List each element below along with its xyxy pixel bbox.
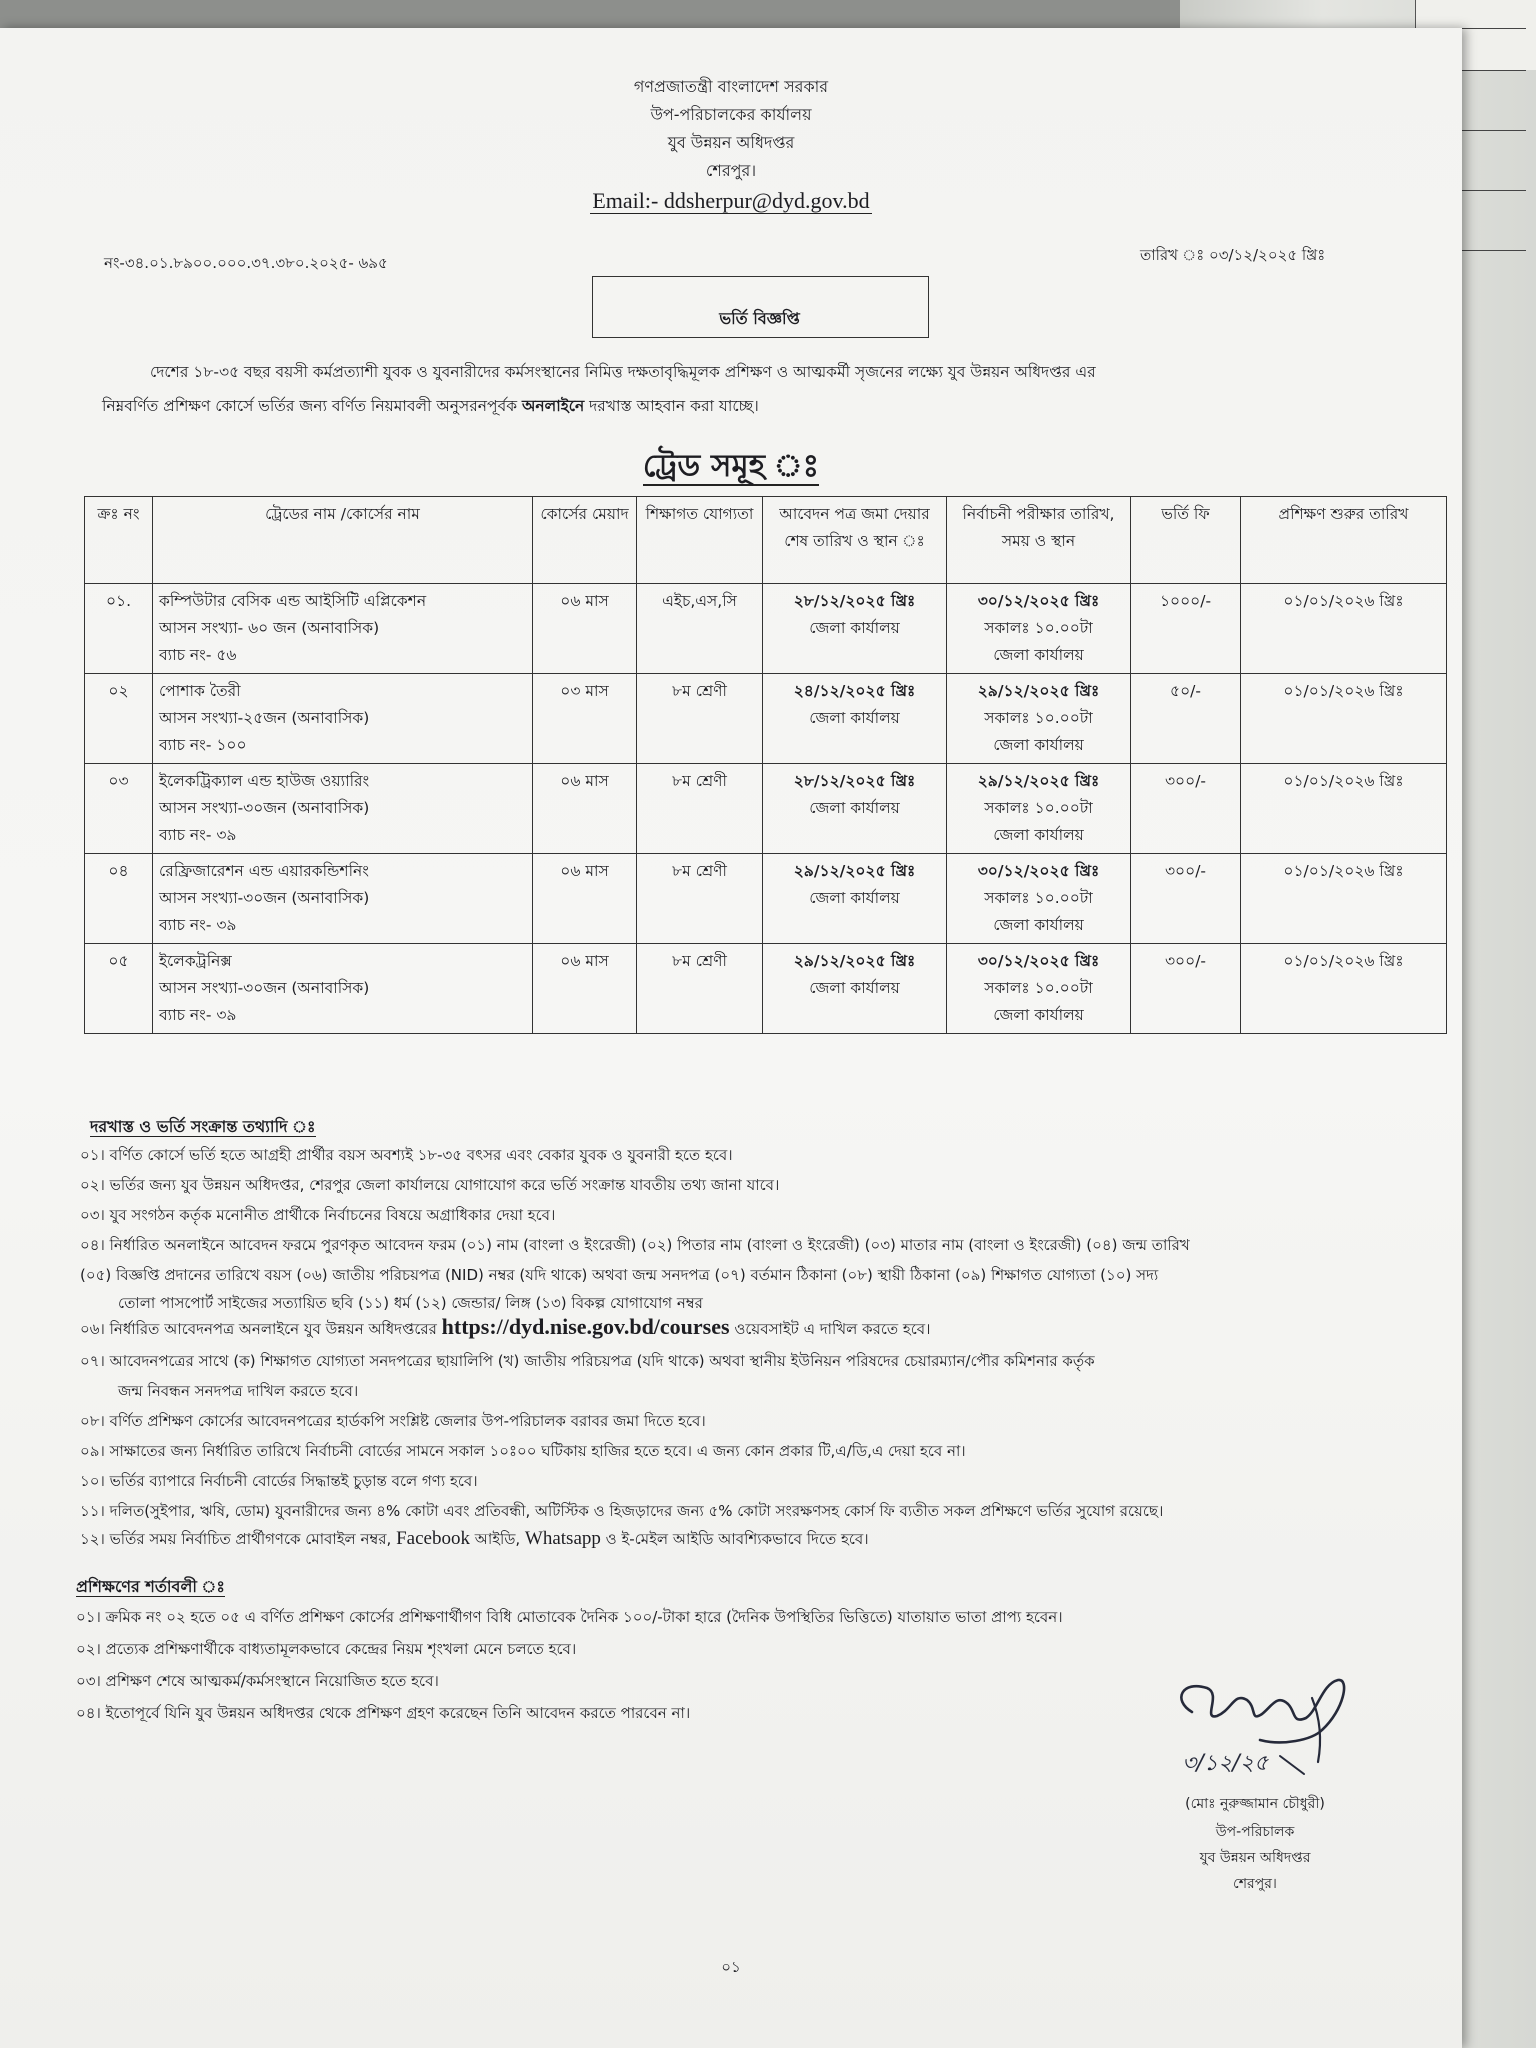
course-batch: ব্যাচ নং- ৫৬ — [159, 646, 237, 664]
cell-deadline — [763, 764, 947, 854]
cell-qualification: ৮ম শ্রেণী — [637, 764, 763, 854]
cell-duration: ০৬ মাস — [533, 944, 637, 1034]
course-batch: ব্যাচ নং- ৩৯ — [159, 916, 237, 934]
cell-exam — [947, 674, 1131, 764]
course-name: ইলেকট্রিক্যাল এন্ড হাউজ ওয়্যারিং — [159, 772, 370, 790]
page-number: ০১ — [721, 1958, 741, 1976]
info-section-title-row — [90, 1114, 316, 1141]
exam-time: সকালঃ ১০.০০টা — [984, 709, 1093, 727]
header-qualification: শিক্ষাগত যোগ্যতা — [637, 497, 763, 584]
info-item: ০৪। নির্ধারিত অনলাইনে আবেদন ফরমে পুরণকৃত আবেদন ফরম (০১) নাম (বাংলা ও ইংরেজী) (০২) পিতার নাম (বাংলা ও ইংরেজী) (০৩) মাতার নাম (বাংলা ও ইংরেজী) (০৪) জন্ম তারিখ — [80, 1236, 1190, 1254]
exam-date: ২৯/১২/২০২৫ খ্রিঃ — [977, 682, 1100, 700]
intro-online: অনলাইনে — [521, 397, 585, 415]
cell-course — [153, 674, 533, 764]
info-item-continued: তোলা পাসপোর্ট সাইজের সত্যায়িত ছবি (১১) ধর্ম (১২) জেন্ডার/ লিঙ্গ (১৩) বিকল্প যোগাযোগ নম্বর — [118, 1294, 703, 1312]
info-section-title: দরখাস্ত ও ভর্তি সংক্রান্ত তথ্যাদি ঃ — [90, 1117, 316, 1136]
trade-title-row — [0, 442, 1462, 494]
course-batch: ব্যাচ নং- ৩৯ — [159, 1006, 237, 1024]
info-text: আইডি, — [469, 1530, 525, 1548]
cell-deadline — [763, 674, 947, 764]
header-start: প্রশিক্ষণ শুরুর তারিখ — [1241, 497, 1447, 584]
cell-exam — [947, 764, 1131, 854]
info-text-end: ও ই-মেইল আইডি আবশ্যিকভাবে দিতে হবে। — [600, 1530, 869, 1548]
cell-serial: ০১. — [85, 584, 153, 674]
deadline-date: ২৯/১২/২০২৫ খ্রিঃ — [793, 952, 916, 970]
exam-place: জেলা কার্যালয় — [993, 916, 1084, 934]
notice-page — [0, 28, 1462, 2048]
info-text: ১২। ভর্তির সময় নির্বাচিত প্রার্থীগণকে মোবাইল নম্বর, — [80, 1530, 397, 1548]
table-row — [85, 764, 1447, 854]
header-serial: ক্রঃ নং — [85, 497, 153, 584]
trade-title: ট্রেড সমূহ ঃ — [642, 448, 820, 484]
cell-serial: ০৩ — [85, 764, 153, 854]
course-seats: আসন সংখ্যা-৩০জন (অনাবাসিক) — [159, 889, 370, 907]
notice-title: ভর্তি বিজ্ঞপ্তি — [719, 309, 800, 328]
deadline-place: জেলা কার্যালয় — [809, 799, 900, 817]
signatory-designation: উপ-পরিচালক — [1215, 1824, 1295, 1840]
info-text: ০৬। নির্ধারিত আবেদনপত্র অনলাইনে যুব উন্নয়ন অধিদপ্তরের — [80, 1320, 442, 1338]
header-email: Email:- ddsherpur@dyd.gov.bd — [592, 188, 870, 213]
header-district: শেরপুর। — [705, 161, 757, 180]
info-item-continued: জন্ম নিবন্ধন সনদপত্র দাখিল করতে হবে। — [118, 1382, 359, 1400]
cell-course — [153, 944, 533, 1034]
cell-deadline — [763, 944, 947, 1034]
info-item-continued: (০৫) বিজ্ঞপ্তি প্রদানের তারিখে বয়স (০৬) জাতীয় পরিচয়পত্র (NID) নম্বর (যদি থাকে) অথবা জন্ম সনদপত্র (০৭) বর্তমান ঠিকানা (০৮) স্থায়ী ঠিকানা (০৯) শিক্ষাগত যোগ্যতা (১০) সদ্য — [80, 1266, 1159, 1284]
cell-course — [153, 854, 533, 944]
info-item: ১১। দলিত(সুইপার, ঋষি, ডোম) যুবনারীদের জন্য ৪% কোটা এবং প্রতিবন্ধী, অটিস্টিক ও হিজড়াদের জন্য ৫% কোটা সংরক্ষণসহ কোর্স ফি ব্যতীত সকল প্রশিক্ষণে ভর্তির সুযোগ রয়েছে। — [80, 1502, 1164, 1520]
info-item: ০৩। যুব সংগঠন কর্তৃক মনোনীত প্রার্থীকে নির্বাচনের বিষয়ে অগ্রাধিকার দেয়া হবে। — [80, 1206, 556, 1224]
terms-item: ০৪। ইতোপূর্বে যিনি যুব উন্নয়ন অধিদপ্তর থেকে প্রশিক্ষণ গ্রহণ করেছেন তিনি আবেদন করতে পারবেন না। — [76, 1704, 691, 1722]
cell-fee: ৩০০/- — [1131, 854, 1241, 944]
table-header-row — [85, 497, 1447, 584]
course-name: ইলেকট্রনিক্স — [159, 952, 232, 970]
info-item: ১০। ভর্তির ব্যাপারে নির্বাচনী বোর্ডের সিদ্ধান্তই চুড়ান্ত বলে গণ্য হবে। — [80, 1472, 478, 1490]
header-office: উপ-পরিচালকের কার্যালয় — [650, 105, 812, 124]
terms-item: ০২। প্রত্যেক প্রশিক্ষণার্থীকে বাধ্যতামূলকভাবে কেন্দ্রের নিয়ম শৃংখলা মেনে চলতে হবে। — [76, 1640, 577, 1658]
table-row — [85, 854, 1447, 944]
exam-time: সকালঃ ১০.০০টা — [984, 799, 1093, 817]
cell-course — [153, 584, 533, 674]
header-email-row — [0, 188, 1462, 214]
intro-line-1: দেশের ১৮-৩৫ বছর বয়সী কর্মপ্রত্যাশী যুবক ও যুবনারীদের কর্মসংস্থানের নিমিত্ত দক্ষতাবৃদ্ধিমূলক প্রশিক্ষণ ও আত্মকর্মী সৃজনের লক্ষ্যে যুব উন্নয়ন অধিদপ্তর এর — [150, 363, 1096, 381]
cell-deadline — [763, 584, 947, 674]
table-row — [85, 584, 1447, 674]
exam-time: সকালঃ ১০.০০টা — [984, 979, 1093, 997]
header-government: গণপ্রজাতন্ত্রী বাংলাদেশ সরকার — [633, 77, 829, 96]
cell-duration: ০৩ মাস — [533, 674, 637, 764]
cell-duration: ০৬ মাস — [533, 764, 637, 854]
course-batch: ব্যাচ নং- ৩৯ — [159, 826, 237, 844]
terms-item: ০১। ক্রমিক নং ০২ হতে ০৫ এ বর্ণিত প্রশিক্ষণ কোর্সের প্রশিক্ষণার্থীগণ বিধি মোতাবেক দৈনিক ১০০/-টাকা হারে (দৈনিক উপস্থিতির ভিত্তিতে) যাতায়াত ভাতা প্রাপ্য হবেন। — [76, 1608, 1063, 1626]
cell-fee: ৩০০/- — [1131, 944, 1241, 1034]
info-item: ০১। বর্ণিত কোর্সে ভর্তি হতে আগ্রহী প্রার্থীর বয়স অবশ্যই ১৮-৩৫ বৎসর এবং বেকার যুবক ও যুবনারী হতে হবে। — [80, 1146, 733, 1164]
cell-qualification: ৮ম শ্রেণী — [637, 944, 763, 1034]
cell-exam — [947, 584, 1131, 674]
cell-serial: ০২ — [85, 674, 153, 764]
terms-item: ০৩। প্রশিক্ষণ শেষে আত্মকর্ম/কর্মসংস্থানে নিয়োজিত হতে হবে। — [76, 1672, 439, 1690]
exam-place: জেলা কার্যালয় — [993, 1006, 1084, 1024]
course-name: পোশাক তৈরী — [159, 682, 241, 700]
notice-date: তারিখ ঃ ০৩/১২/২০২৫ খ্রিঃ — [1140, 246, 1326, 264]
cell-exam — [947, 944, 1131, 1034]
course-batch: ব্যাচ নং- ১০০ — [159, 736, 247, 754]
deadline-date: ২৪/১২/২০২৫ খ্রিঃ — [793, 682, 916, 700]
facebook-text: Facebook — [396, 1528, 470, 1549]
header-name: ট্রেডের নাম /কোর্সের নাম — [153, 497, 533, 584]
signatory-office: যুব উন্নয়ন অধিদপ্তর — [1199, 1850, 1311, 1866]
cell-fee: ১০০০/- — [1131, 584, 1241, 674]
cell-start: ০১/০১/২০২৬ খ্রিঃ — [1241, 854, 1447, 944]
header-duration: কোর্সের মেয়াদ — [533, 497, 637, 584]
exam-place: জেলা কার্যালয় — [993, 646, 1084, 664]
table-row — [85, 944, 1447, 1034]
info-item — [80, 1528, 869, 1553]
header-exam: নির্বাচনী পরীক্ষার তারিখ, সময় ও স্থান — [947, 497, 1131, 584]
table-row — [85, 674, 1447, 764]
cell-exam — [947, 854, 1131, 944]
deadline-place: জেলা কার্যালয় — [809, 979, 900, 997]
cell-deadline — [763, 854, 947, 944]
deadline-date: ২৮/১২/২০২৫ খ্রিঃ — [793, 592, 916, 610]
exam-date: ৩০/১২/২০২৫ খ্রিঃ — [977, 952, 1100, 970]
course-seats: আসন সংখ্যা-২৫জন (অনাবাসিক) — [159, 709, 370, 727]
courses-url-link[interactable]: https://dyd.nise.gov.bd/courses — [441, 1314, 730, 1339]
cell-duration: ০৬ মাস — [533, 584, 637, 674]
info-item: ০৯। সাক্ষাতের জন্য নির্ধারিত তারিখে নির্বাচনী বোর্ডের সামনে সকাল ১০ঃ০০ ঘটিকায় হাজির হতে হবে। এ জন্য কোন প্রকার টি,এ/ডি,এ দেয়া হবে না। — [80, 1442, 966, 1460]
trades-table — [84, 496, 1447, 1034]
cell-fee: ৩০০/- — [1131, 764, 1241, 854]
exam-time: সকালঃ ১০.০০টা — [984, 619, 1093, 637]
info-item: ০২। ভর্তির জন্য যুব উন্নয়ন অধিদপ্তর, শেরপুর জেলা কার্যালয়ে যোগাযোগ করে ভর্তি সংক্রান্ত যাবতীয় তথ্য জানা যাবে। — [80, 1176, 780, 1194]
intro-text-end: দরখাস্ত আহবান করা যাচ্ছে। — [584, 397, 759, 415]
info-text-end: ওয়েবসাইট এ দাখিল করতে হবে। — [729, 1320, 931, 1338]
exam-date: ৩০/১২/২০২৫ খ্রিঃ — [977, 592, 1100, 610]
deadline-date: ২৯/১২/২০২৫ খ্রিঃ — [793, 862, 916, 880]
terms-section-title-row — [76, 1574, 225, 1601]
info-item: ০৭। আবেদনপত্রের সাথে (ক) শিক্ষাগত যোগ্যতা সনদপত্রের ছায়ালিপি (খ) জাতীয় পরিচয়পত্র (যদি থাকে) অথবা স্থানীয় ইউনিয়ন পরিষদের চেয়ারম্যান/পৌর কমিশনার কর্তৃক — [80, 1352, 1095, 1370]
signature-icon — [1162, 1670, 1354, 1794]
exam-date: ৩০/১২/২০২৫ খ্রিঃ — [977, 862, 1100, 880]
memo-number: নং-৩৪.০১.৮৯০০.০০০.৩৭.৩৮০.২০২৫- ৬৯৫ — [104, 254, 388, 272]
signature-date: ৩/১২/২৫ — [1182, 1751, 1269, 1776]
intro-line-2 — [102, 394, 759, 420]
cell-start: ০১/০১/২০২৬ খ্রিঃ — [1241, 674, 1447, 764]
exam-place: জেলা কার্যালয় — [993, 826, 1084, 844]
course-seats: আসন সংখ্যা- ৬০ জন (অনাবাসিক) — [159, 619, 380, 637]
course-name: কম্পিউটার বেসিক এন্ড আইসিটি এপ্লিকেশন — [159, 592, 427, 610]
course-seats: আসন সংখ্যা-৩০জন (অনাবাসিক) — [159, 799, 370, 817]
cell-course — [153, 764, 533, 854]
cell-duration: ০৬ মাস — [533, 854, 637, 944]
cell-start: ০১/০১/২০২৬ খ্রিঃ — [1241, 584, 1447, 674]
cell-start: ০১/০১/২০২৬ খ্রিঃ — [1241, 944, 1447, 1034]
whatsapp-text: Whatsapp — [524, 1528, 601, 1549]
cell-serial: ০৫ — [85, 944, 153, 1034]
deadline-place: জেলা কার্যালয় — [809, 889, 900, 907]
exam-place: জেলা কার্যালয় — [993, 736, 1084, 754]
info-item: ০৮। বর্ণিত প্রশিক্ষণ কোর্সের আবেদনপত্রের হার্ডকপি সংশ্লিষ্ট জেলার উপ-পরিচালক বরাবর জমা দিতে হবে। — [80, 1412, 706, 1430]
intro-text: নিম্নবর্ণিত প্রশিক্ষণ কোর্সে ভর্তির জন্য বর্ণিত নিয়মাবলী অনুসরনপূর্বক — [102, 397, 522, 415]
exam-time: সকালঃ ১০.০০টা — [984, 889, 1093, 907]
course-seats: আসন সংখ্যা-৩০জন (অনাবাসিক) — [159, 979, 370, 997]
header-fee: ভর্তি ফি — [1131, 497, 1241, 584]
deadline-place: জেলা কার্যালয় — [809, 619, 900, 637]
cell-fee: ৫০/- — [1131, 674, 1241, 764]
info-item — [80, 1314, 931, 1343]
header-department: যুব উন্নয়ন অধিদপ্তর — [667, 133, 795, 152]
cell-qualification: ৮ম শ্রেণী — [637, 854, 763, 944]
signatory-name: (মোঃ নুরুজ্জামান চৌধুরী) — [1185, 1796, 1325, 1812]
signatory-district: শেরপুর। — [1233, 1876, 1277, 1892]
deadline-date: ২৮/১২/২০২৫ খ্রিঃ — [793, 772, 916, 790]
course-name: রেফ্রিজারেশন এন্ড এয়ারকন্ডিশনিং — [159, 862, 369, 880]
exam-date: ২৯/১২/২০২৫ খ্রিঃ — [977, 772, 1100, 790]
deadline-place: জেলা কার্যালয় — [809, 709, 900, 727]
cell-qualification: এইচ,এস,সি — [637, 584, 763, 674]
terms-section-title: প্রশিক্ষণের শর্তাবলী ঃ — [76, 1577, 225, 1596]
header-deadline: আবেদন পত্র জমা দেয়ার শেষ তারিখ ও স্থান ঃ — [763, 497, 947, 584]
cell-qualification: ৮ম শ্রেণী — [637, 674, 763, 764]
cell-serial: ০৪ — [85, 854, 153, 944]
cell-start: ০১/০১/২০২৬ খ্রিঃ — [1241, 764, 1447, 854]
